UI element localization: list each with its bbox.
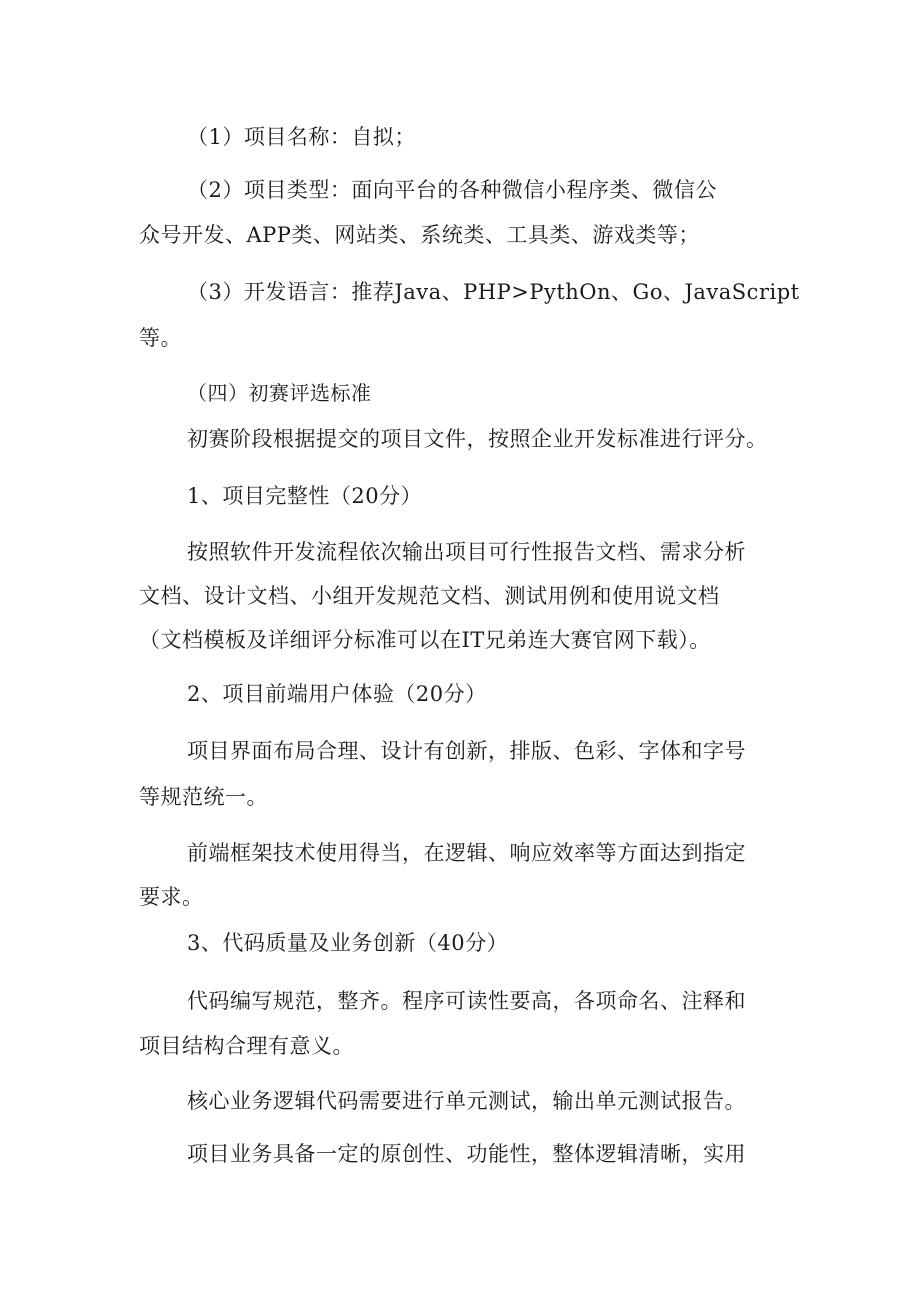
criterion-3-text-b-line-1: 核心业务逻辑代码需要进行单元测试，输出单元测试报告。 [187,1089,746,1113]
criterion-3-heading: 3、代码质量及业务创新（40分） [187,931,509,955]
criterion-2-heading: 2、项目前端用户体验（20分） [187,682,487,706]
project-type-line-2: 众号开发、APP类、网站类、系统类、工具类、游戏类等； [139,223,700,247]
section-heading-preliminary-criteria: （四）初赛评选标准 [187,381,372,405]
project-type-line-1: （2）项目类型：面向平台的各种微信小程序类、微信公 [187,178,717,202]
criterion-2-text-b-line-2: 要求。 [139,885,204,909]
dev-language-line-2: 等。 [139,326,182,350]
criterion-2-text-a-line-2: 等规范统一。 [139,785,268,809]
criterion-1-text-line-2: 文档、设计文档、小组开发规范文档、测试用例和使用说文档 [139,584,720,608]
criterion-1-text-line-1: 按照软件开发流程依次输出项目可行性报告文档、需求分析 [187,540,746,564]
criterion-1-heading: 1、项目完整性（20分） [187,484,423,508]
criterion-2-text-b-line-1: 前端框架技术使用得当，在逻辑、响应效率等方面达到指定 [187,841,746,865]
criterion-3-text-a-line-1: 代码编写规范，整齐。程序可读性要高，各项命名、注释和 [187,989,746,1013]
preliminary-intro-line: 初赛阶段根据提交的项目文件，按照企业开发标准进行评分。 [187,427,768,451]
dev-language-line-1: （3）开发语言：推荐Java、PHP>PythOn、Go、JavaScript [187,280,800,304]
criterion-2-text-a-line-1: 项目界面布局合理、设计有创新，排版、色彩、字体和字号 [187,739,746,763]
project-name-line: （1）项目名称：自拟； [187,125,416,149]
criterion-3-text-a-line-2: 项目结构合理有意义。 [139,1034,354,1058]
criterion-3-text-c-line-1: 项目业务具备一定的原创性、功能性，整体逻辑清晰，实用 [187,1142,746,1166]
criterion-1-text-line-3: （文档模板及详细评分标准可以在IT兄弟连大赛官网下载）。 [139,628,711,652]
